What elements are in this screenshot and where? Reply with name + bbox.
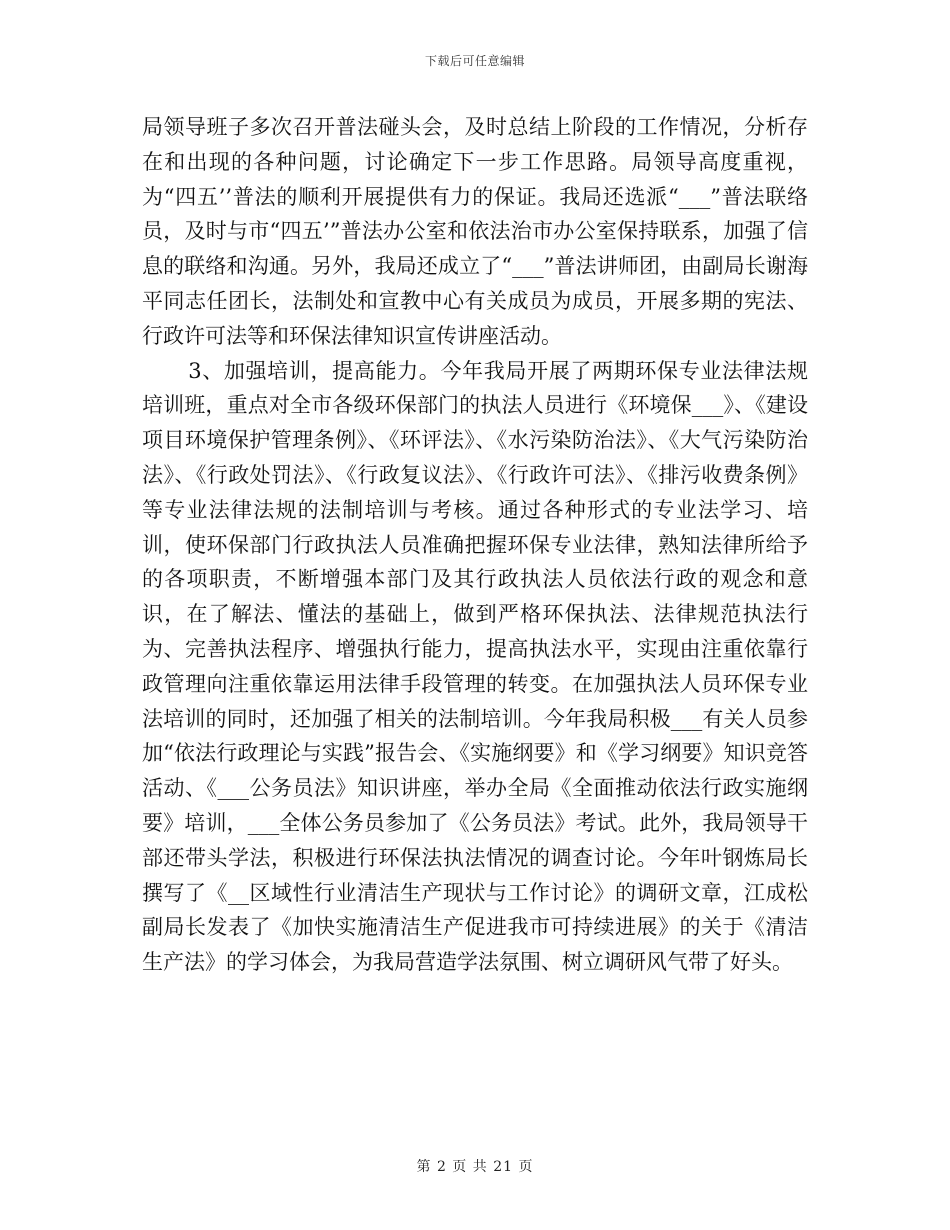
paragraph-leadership-meetings: 局领导班子多次召开普法碰头会，及时总结上阶段的工作情况，分析存在和出现的各种问题，讨论确定下一步工作思路。局领导高度重视，为“四五’’普法的顺利开展提供有力的保证。我局还选派“___”普法联络员，及时与市“四五’”普法办公室和依法治市办公室保持联系，加强了信息的联络和沟通。另外，我局还成立了“___”普法讲师团，由副局长谢海平同志任团长，法制处和宣教中心有关成员为成员，开展多期的宪法、行政许可法等和环保法律知识宣传讲座活动。 [142, 115, 808, 348]
paragraph-training: 3、加强培训，提高能力。今年我局开展了两期环保专业法律法规培训班，重点对全市各级环保部门的执法人员进行《环境保___》、《建设项目环境保护管理条例》、《环评法》、《水污染防治法》、《大气污染防治法》、《行政处罚法》、《行政复议法》、《行政许可法》、《排污收费条例》等专业法律法规的法制培训与考核。通过各种形式的专业法学习、培训，使环保部门行政执法人员准确把握环保专业法律，熟知法律所给予的各项职责，不断增强本部门及其行政执法人员依法行政的观念和意识，在了解法、懂法的基础上，做到严格环保执法、法律规范执法行为、完善执法程序、增强执行能力，提高执法水平，实现由注重依靠行政管理向注重依靠运用法律手段管理的转变。在加强执法人员环保专业法培训的同时，还加强了相关的法制培训。今年我局积极___有关人员参加“依法行政理论与实践”报告会、《实施纲要》和《学习纲要》知识竞答活动、《___公务员法》知识讲座，举办全局《全面推动依法行政实施纲要》培训，___全体公务员参加了《公务员法》考试。此外，我局领导干部还带头学法，积极进行环保法执法情况的调查讨论。今年叶钢炼局长撰写了《__区域性行业清洁生产现状与工作讨论》的调研文章，江成松副局长发表了《加快实施清洁生产促进我市可持续进展》的关于《清洁生产法》的学习体会，为我局营造学法氛围、树立调研风气带了好头。 [142, 358, 808, 975]
document-body [142, 110, 808, 980]
page-number: 第 2 页 共 21 页 [416, 1159, 534, 1175]
header-note: 下载后可任意编辑 [424, 54, 525, 68]
